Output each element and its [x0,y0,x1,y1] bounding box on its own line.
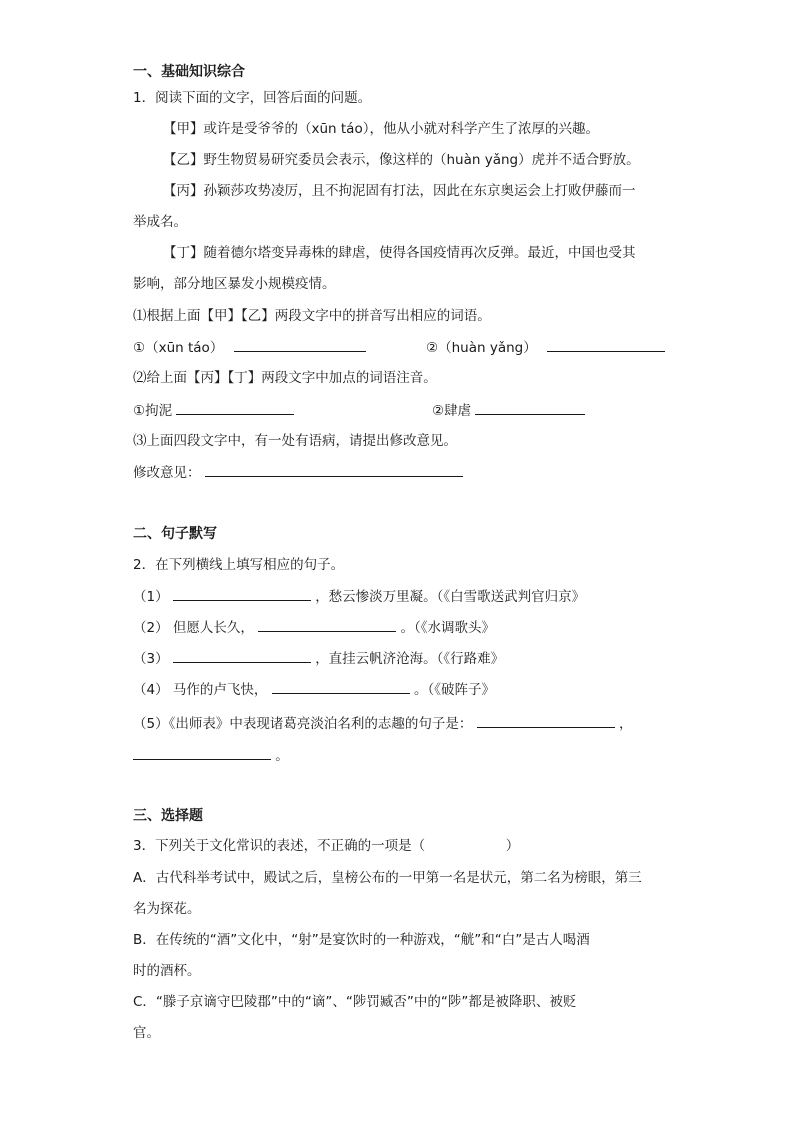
answer-blank-sinue[interactable] [475,400,585,415]
answer-blank-q2-5a[interactable] [477,713,615,728]
q2-line1 [133,586,585,607]
section3-heading: 三、选择题 [133,808,203,824]
q1-sub2: ⑵给上面【丙】【丁】两段文字中加点的词语注音。 [133,370,437,386]
q1-para-bing-line1: 【丙】孙颖莎攻势凌厉，且不拘泥固有打法，因此在东京奥运会上打败伊藤而一 [163,183,636,199]
q1-sub1-item-a [133,337,366,358]
q3-option-b-line2: 时的酒杯。 [133,963,201,979]
q2-line4-post: 。（《破阵子》 [413,682,495,698]
section1-heading: 一、基础知识综合 [133,64,245,80]
q2-line3 [133,648,504,669]
answer-blank-q2-3[interactable] [173,648,311,663]
q3-stem [133,836,519,856]
q1-sub2-b-label: ②肆虐 [432,403,472,419]
q2-line4-num: （4） [133,682,169,698]
answer-blank-juni[interactable] [176,400,294,415]
q1-sub3: ⑶上面四段文字中，有一处有语病，请提出修改意见。 [133,433,457,449]
q1-stem: 1．阅读下面的文字，回答后面的问题。 [133,90,372,106]
q1-sub1-item-b [426,337,665,358]
q2-line2 [133,617,495,638]
q3-option-a-line2: 名为探花。 [133,901,201,917]
q3-option-b-line1[interactable]: B．在传统的“酒”文化中，“射”是宴饮时的一种游戏，“觥”和“白”是古人喝酒 [133,932,590,948]
q1-sub3-answer [133,462,463,483]
q2-line1-num: （1） [133,589,169,605]
q2-line5 [133,713,632,734]
q1-para-bing-line2: 举成名。 [133,214,187,230]
q1-para-ding-line2: 影响，部分地区暴发小规模疫情。 [133,276,336,292]
q2-line2-pre: 但愿人长久， [172,620,254,636]
q3-option-c-line1[interactable]: C．“滕子京谪守巴陵郡”中的“谪”、“陟罚臧否”中的“陟”都是被降职、被贬 [133,994,577,1010]
q1-para-ding-line1: 【丁】随着德尔塔变异毒株的肆虐，使得各国疫情再次反弹。最近，中国也受其 [163,245,636,261]
q2-line5-cont [133,745,289,766]
q1-para-yi: 【乙】野生物贸易研究委员会表示，像这样的（huàn yǎng）虎并不适合野放。 [163,152,640,168]
q1-sub2-a-label: ①拘泥 [133,403,173,419]
q1-sub2-item-a [133,400,294,421]
answer-blank-huanyang[interactable] [547,337,665,352]
q3-option-c-line2: 官。 [133,1025,160,1041]
q1-sub1-a-label: ①（xūn táo） [133,340,224,356]
q2-line5-pre: （5）《出师表》中表现诸葛亮淡泊名利的志趣的句子是： [133,716,473,732]
q2-line4 [133,679,495,700]
q2-line3-num: （3） [133,651,169,667]
q2-stem: 2．在下列横线上填写相应的句子。 [133,557,345,573]
q2-line2-num: （2） [133,620,169,636]
q1-sub3-label: 修改意见： [133,465,201,481]
q1-sub1: ⑴根据上面【甲】【乙】两段文字中的拼音写出相应的词语。 [133,308,491,324]
q2-line5-end: 。 [275,748,289,764]
q2-line4-pre: 马作的卢飞快， [172,682,268,698]
q2-line1-text: ，愁云惨淡万里凝。（《白雪歌送武判官归京》 [315,589,586,605]
q2-line2-post: 。（《水调歌头》 [400,620,495,636]
answer-blank-xuntao[interactable] [234,337,366,352]
q2-line5-comma: ， [618,716,633,732]
q1-sub2-item-b [432,400,585,421]
section2-heading: 二、句子默写 [133,526,217,542]
answer-blank-q2-4[interactable] [272,679,410,694]
answer-blank-q2-5b[interactable] [133,745,271,760]
q1-sub1-b-label: ②（huàn yǎng） [426,340,537,356]
q1-para-jia: 【甲】或许是受爷爷的（xūn táo），他从小就对科学产生了浓厚的兴趣。 [163,121,599,137]
q2-line3-text: ，直挂云帆济沧海。（《行路难》 [315,651,505,667]
q3-option-a-line1[interactable]: A．古代科举考试中，殿试之后，皇榜公布的一甲第一名是状元，第二名为榜眼，第三 [133,870,642,886]
q3-stem-pre: 3．下列关于文化常识的表述，不正确的一项是（ [133,838,426,854]
answer-blank-q2-1[interactable] [173,586,311,601]
answer-blank-q2-2[interactable] [258,617,396,632]
answer-blank-revision[interactable] [205,462,463,477]
q3-stem-post: ） [505,838,520,854]
